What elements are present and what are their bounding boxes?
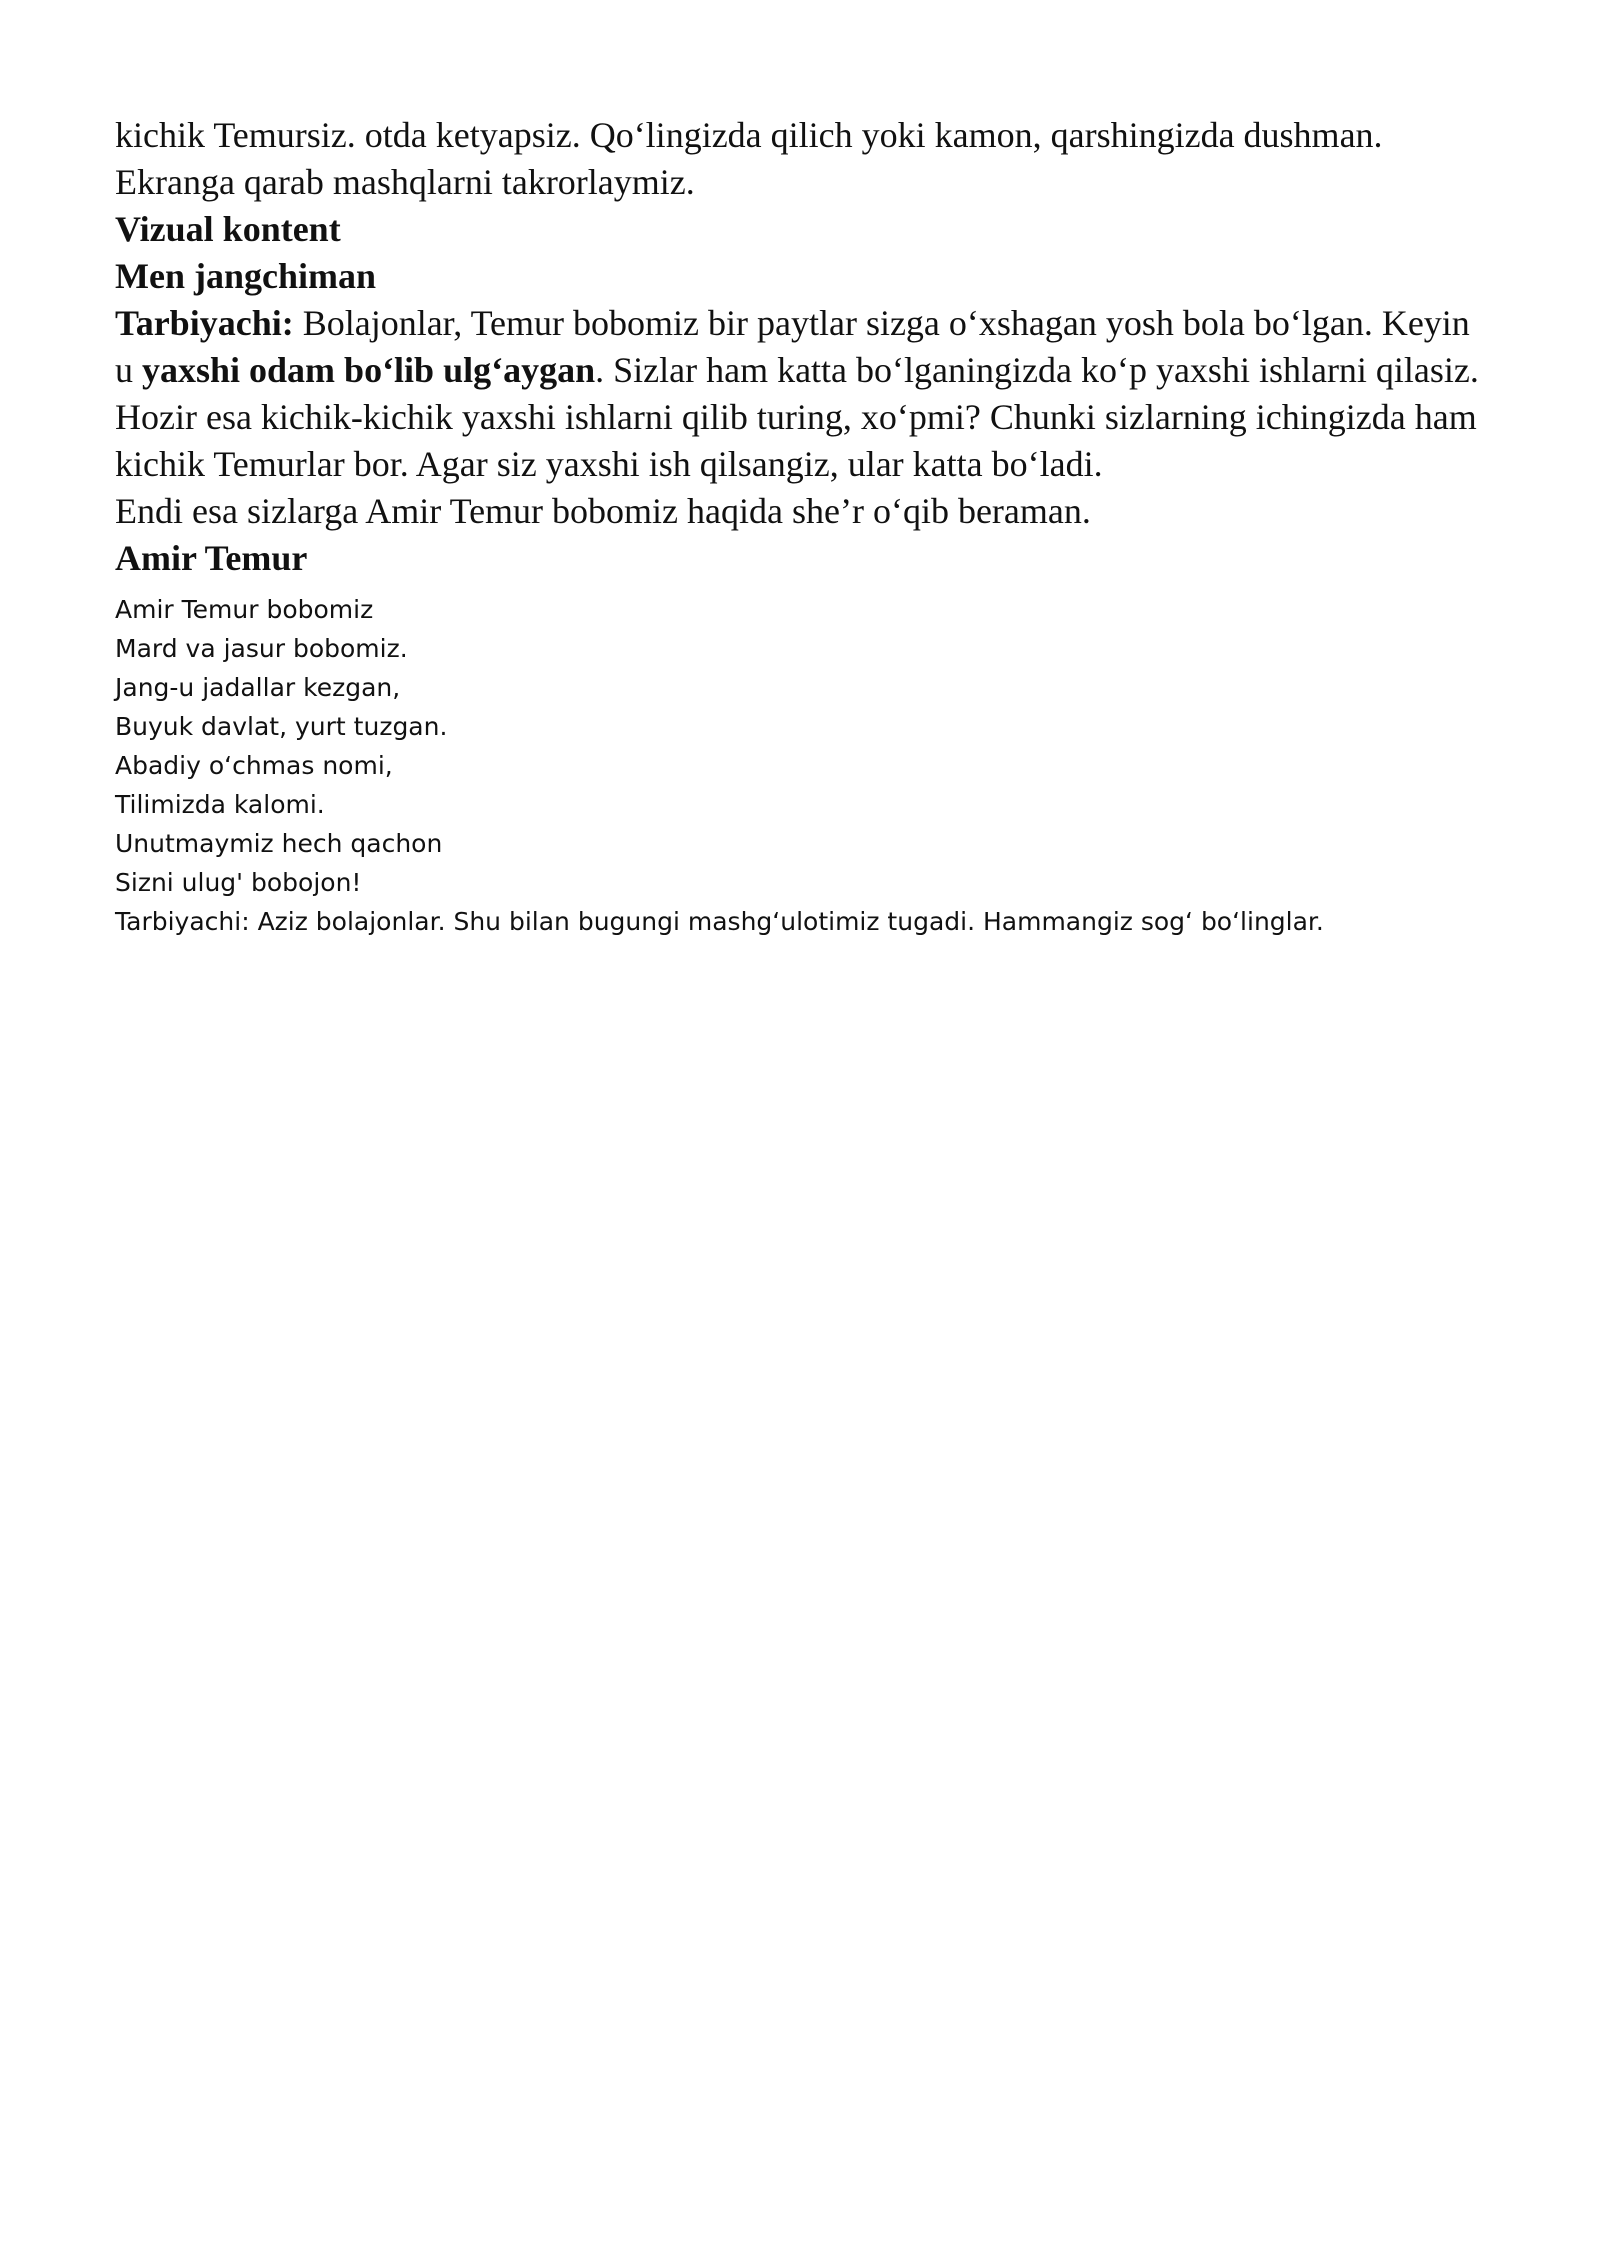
teacher-text-part-2: . Sizlar ham katta bo‘lganingizda ko‘p yaxshi ishlarni qilasiz. Hozir esa kichik-kichik yaxshi ishlarni qilib turing, xo‘pmi? Chunki sizlarning ichingizda ham kichik Temurlar bor. Agar siz yaxshi ish qilsangiz, ular katta bo‘ladi. xyxy=(115,350,1479,484)
intro-line-1: kichik Temursiz. otda ketyapsiz. Qo‘lingizda qilich yoki kamon, qarshingizda dushman. xyxy=(115,115,1383,155)
poem-line: Abadiy o‘chmas nomi, xyxy=(115,751,393,780)
poem-line: Mard va jasur bobomiz. xyxy=(115,634,408,663)
teacher-bold-phrase: yaxshi odam bo‘lib ulg‘aygan xyxy=(142,350,596,390)
poem-line: Buyuk davlat, yurt tuzgan. xyxy=(115,712,448,741)
heading-men-jangchiman: Men jangchiman xyxy=(115,256,376,296)
heading-visual-content: Vizual kontent xyxy=(115,209,341,249)
intro-line-2: Ekranga qarab mashqlarni takrorlaymiz. xyxy=(115,162,695,202)
closing-line: Tarbiyachi: Aziz bolajonlar. Shu bilan bugungi mashg‘ulotimiz tugadi. Hammangiz sog‘ bo‘linglar. xyxy=(115,907,1324,936)
teacher-speaker-label: Tarbiyachi: xyxy=(115,303,294,343)
poem-block xyxy=(115,590,1495,941)
poem-line: Unutmaymiz hech qachon xyxy=(115,829,443,858)
poem-line: Amir Temur bobomiz xyxy=(115,595,374,624)
poem-intro: Endi esa sizlarga Amir Temur bobomiz haqida she’r o‘qib beraman. xyxy=(115,491,1091,531)
poem-line: Tilimizda kalomi. xyxy=(115,790,325,819)
document-page xyxy=(115,112,1495,941)
poem-line: Jang-u jadallar kezgan, xyxy=(115,673,401,702)
teacher-text-part-1: Bolajonlar, Temur bobomiz bir paytlar sizga o‘xshagan yosh bola bo‘lgan. Keyin u xyxy=(115,303,1470,390)
poem-line: Sizni ulug' bobojon! xyxy=(115,868,362,897)
teacher-paragraph xyxy=(115,300,1495,488)
poem-title: Amir Temur xyxy=(115,538,308,578)
